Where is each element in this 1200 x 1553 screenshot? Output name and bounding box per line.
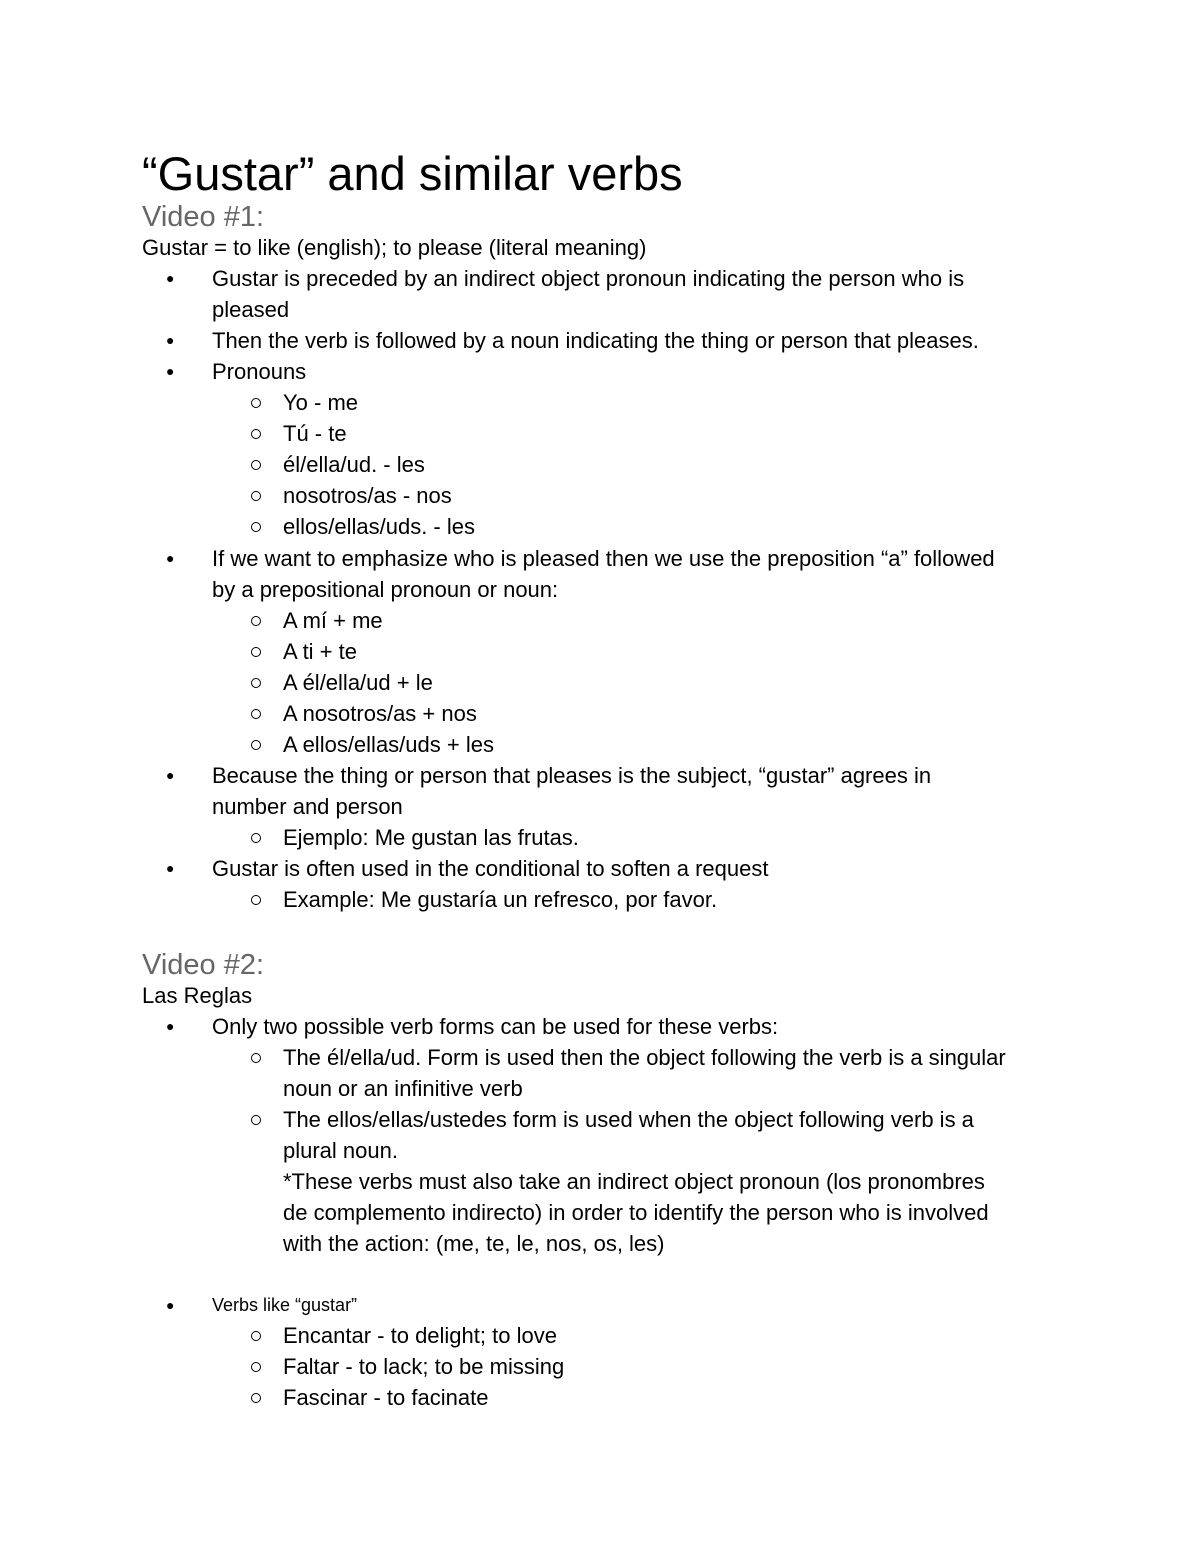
bullet-icon: ● [166,550,175,566]
preposition-item: A él/ella/ud + le [283,670,433,695]
rule-item: The él/ella/ud. Form is used then the object following the verb is a singular [283,1045,1006,1070]
list-item: Then the verb is followed by a noun indicating the thing or person that pleases. [212,328,979,353]
video-1-intro: Gustar = to like (english); to please (literal meaning) [142,235,647,260]
preposition-item: A ellos/ellas/uds + les [283,732,494,757]
pronoun-item: Yo - me [283,390,359,415]
list-item: Verbs like “gustar” [212,1295,358,1315]
circle-bullet-icon [251,398,261,408]
rule-item-continuation: noun or an infinitive verb [283,1076,523,1101]
list-item: Only two possible verb forms can be used for these verbs: [212,1014,779,1039]
circle-bullet-icon [251,491,261,501]
list-item-continuation: number and person [212,794,403,819]
preposition-item: A mí + me [283,608,383,633]
preposition-item: A nosotros/as + nos [283,701,477,726]
circle-bullet-icon [251,709,261,719]
circle-bullet-icon [251,833,261,843]
pronoun-item: él/ella/ud. - les [283,452,425,477]
list-item: Gustar is often used in the conditional to soften a request [212,856,769,881]
bullet-icon: ● [166,363,175,379]
circle-bullet-icon [251,895,261,905]
pronoun-item: ellos/ellas/uds. - les [283,514,475,539]
bullet-icon: ● [166,1297,175,1313]
circle-bullet-icon [251,1053,261,1063]
example-item: Example: Me gustaría un refresco, por favor. [283,887,718,912]
bullet-icon: ● [166,767,175,783]
list-item-continuation: by a prepositional pronoun or noun: [212,577,559,602]
rule-note: de complemento indirecto) in order to identify the person who is involved [283,1200,989,1225]
circle-bullet-icon [251,522,261,532]
verb-item: Faltar - to lack; to be missing [283,1354,565,1379]
bullet-icon: ● [166,270,175,286]
video-2-subheading: Las Reglas [142,983,253,1008]
pronoun-item: Tú - te [283,421,347,446]
bullet-icon: ● [166,1018,175,1034]
list-item-continuation: pleased [212,297,290,322]
circle-bullet-icon [251,1331,261,1341]
pronoun-item: nosotros/as - nos [283,483,452,508]
rule-note: *These verbs must also take an indirect object pronoun (los pronombres [283,1169,985,1194]
circle-bullet-icon [251,647,261,657]
list-item: Pronouns [212,359,307,384]
list-item: Gustar is preceded by an indirect object pronoun indicating the person who is [212,266,965,291]
video-2-heading: Video #2: [142,949,265,981]
rule-note: with the action: (me, te, le, nos, os, les) [283,1231,665,1256]
verb-item: Encantar - to delight; to love [283,1323,557,1348]
rule-item-continuation: plural noun. [283,1138,398,1163]
list-item: Because the thing or person that pleases is the subject, “gustar” agrees in [212,763,932,788]
video-1-heading: Video #1: [142,201,265,233]
circle-bullet-icon [251,1393,261,1403]
document-title: “Gustar” and similar verbs [142,147,683,200]
example-item: Ejemplo: Me gustan las frutas. [283,825,579,850]
verb-item: Fascinar - to facinate [283,1385,489,1410]
circle-bullet-icon [251,1362,261,1372]
circle-bullet-icon [251,678,261,688]
list-item: If we want to emphasize who is pleased then we use the preposition “a” followed [212,546,995,571]
circle-bullet-icon [251,1115,261,1125]
circle-bullet-icon [251,740,261,750]
rule-item: The ellos/ellas/ustedes form is used when the object following verb is a [283,1107,974,1132]
bullet-icon: ● [166,332,175,348]
preposition-item: A ti + te [283,639,357,664]
circle-bullet-icon [251,429,261,439]
bullet-icon: ● [166,860,175,876]
circle-bullet-icon [251,460,261,470]
circle-bullet-icon [251,616,261,626]
